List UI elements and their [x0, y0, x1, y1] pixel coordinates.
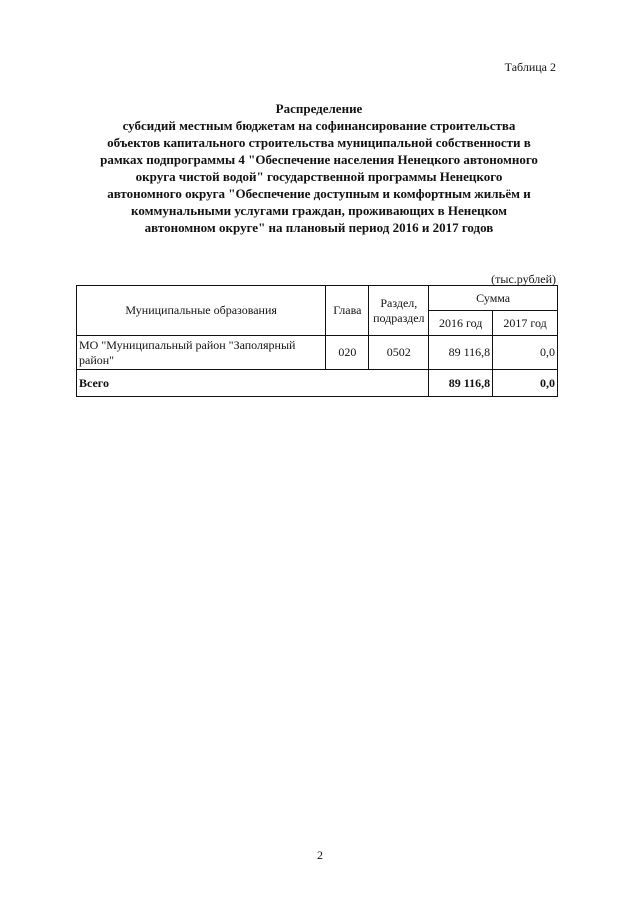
title-line: Распределение	[275, 101, 363, 116]
units-label: (тыс.рублей)	[491, 272, 556, 286]
row-municipality: МО "Муниципальный район "Заполярный район"	[77, 336, 326, 370]
total-sum-2016: 89 116,8	[429, 370, 493, 397]
title-line: коммунальными услугами граждан, проживающих в Ненецком	[131, 203, 507, 218]
row-sum-2017: 0,0	[493, 336, 558, 370]
header-section: Раздел, подраздел	[369, 286, 429, 336]
total-label: Всего	[77, 370, 429, 397]
title-line: автономном округе" на плановый период 2016 и 2017 годов	[144, 220, 494, 235]
page-number: 2	[317, 848, 323, 862]
row-chapter: 020	[326, 336, 369, 370]
document-title	[80, 100, 558, 236]
title-line: субсидий местным бюджетам на софинансирование строительства	[122, 118, 516, 133]
title-line: округа чистой водой" государственной программы Ненецкого	[135, 169, 503, 184]
title-line: рамках подпрограммы 4 "Обеспечение населения Ненецкого автономного	[100, 152, 538, 167]
header-sum: Сумма	[429, 286, 558, 311]
header-municipality: Муниципальные образования	[77, 286, 326, 336]
header-year-2017: 2017 год	[493, 311, 558, 336]
table-label: Таблица 2	[504, 60, 556, 74]
table-header-row	[77, 286, 558, 311]
title-line: автономного округа "Обеспечение доступным и комфортным жильём и	[107, 186, 531, 201]
header-chapter: Глава	[326, 286, 369, 336]
row-sum-2016: 89 116,8	[429, 336, 493, 370]
title-line: объектов капитального строительства муниципальной собственности в	[107, 135, 531, 150]
header-year-2016: 2016 год	[429, 311, 493, 336]
row-section: 0502	[369, 336, 429, 370]
total-row	[77, 370, 558, 397]
subsidies-table	[76, 285, 558, 397]
table-row	[77, 336, 558, 370]
total-sum-2017: 0,0	[493, 370, 558, 397]
